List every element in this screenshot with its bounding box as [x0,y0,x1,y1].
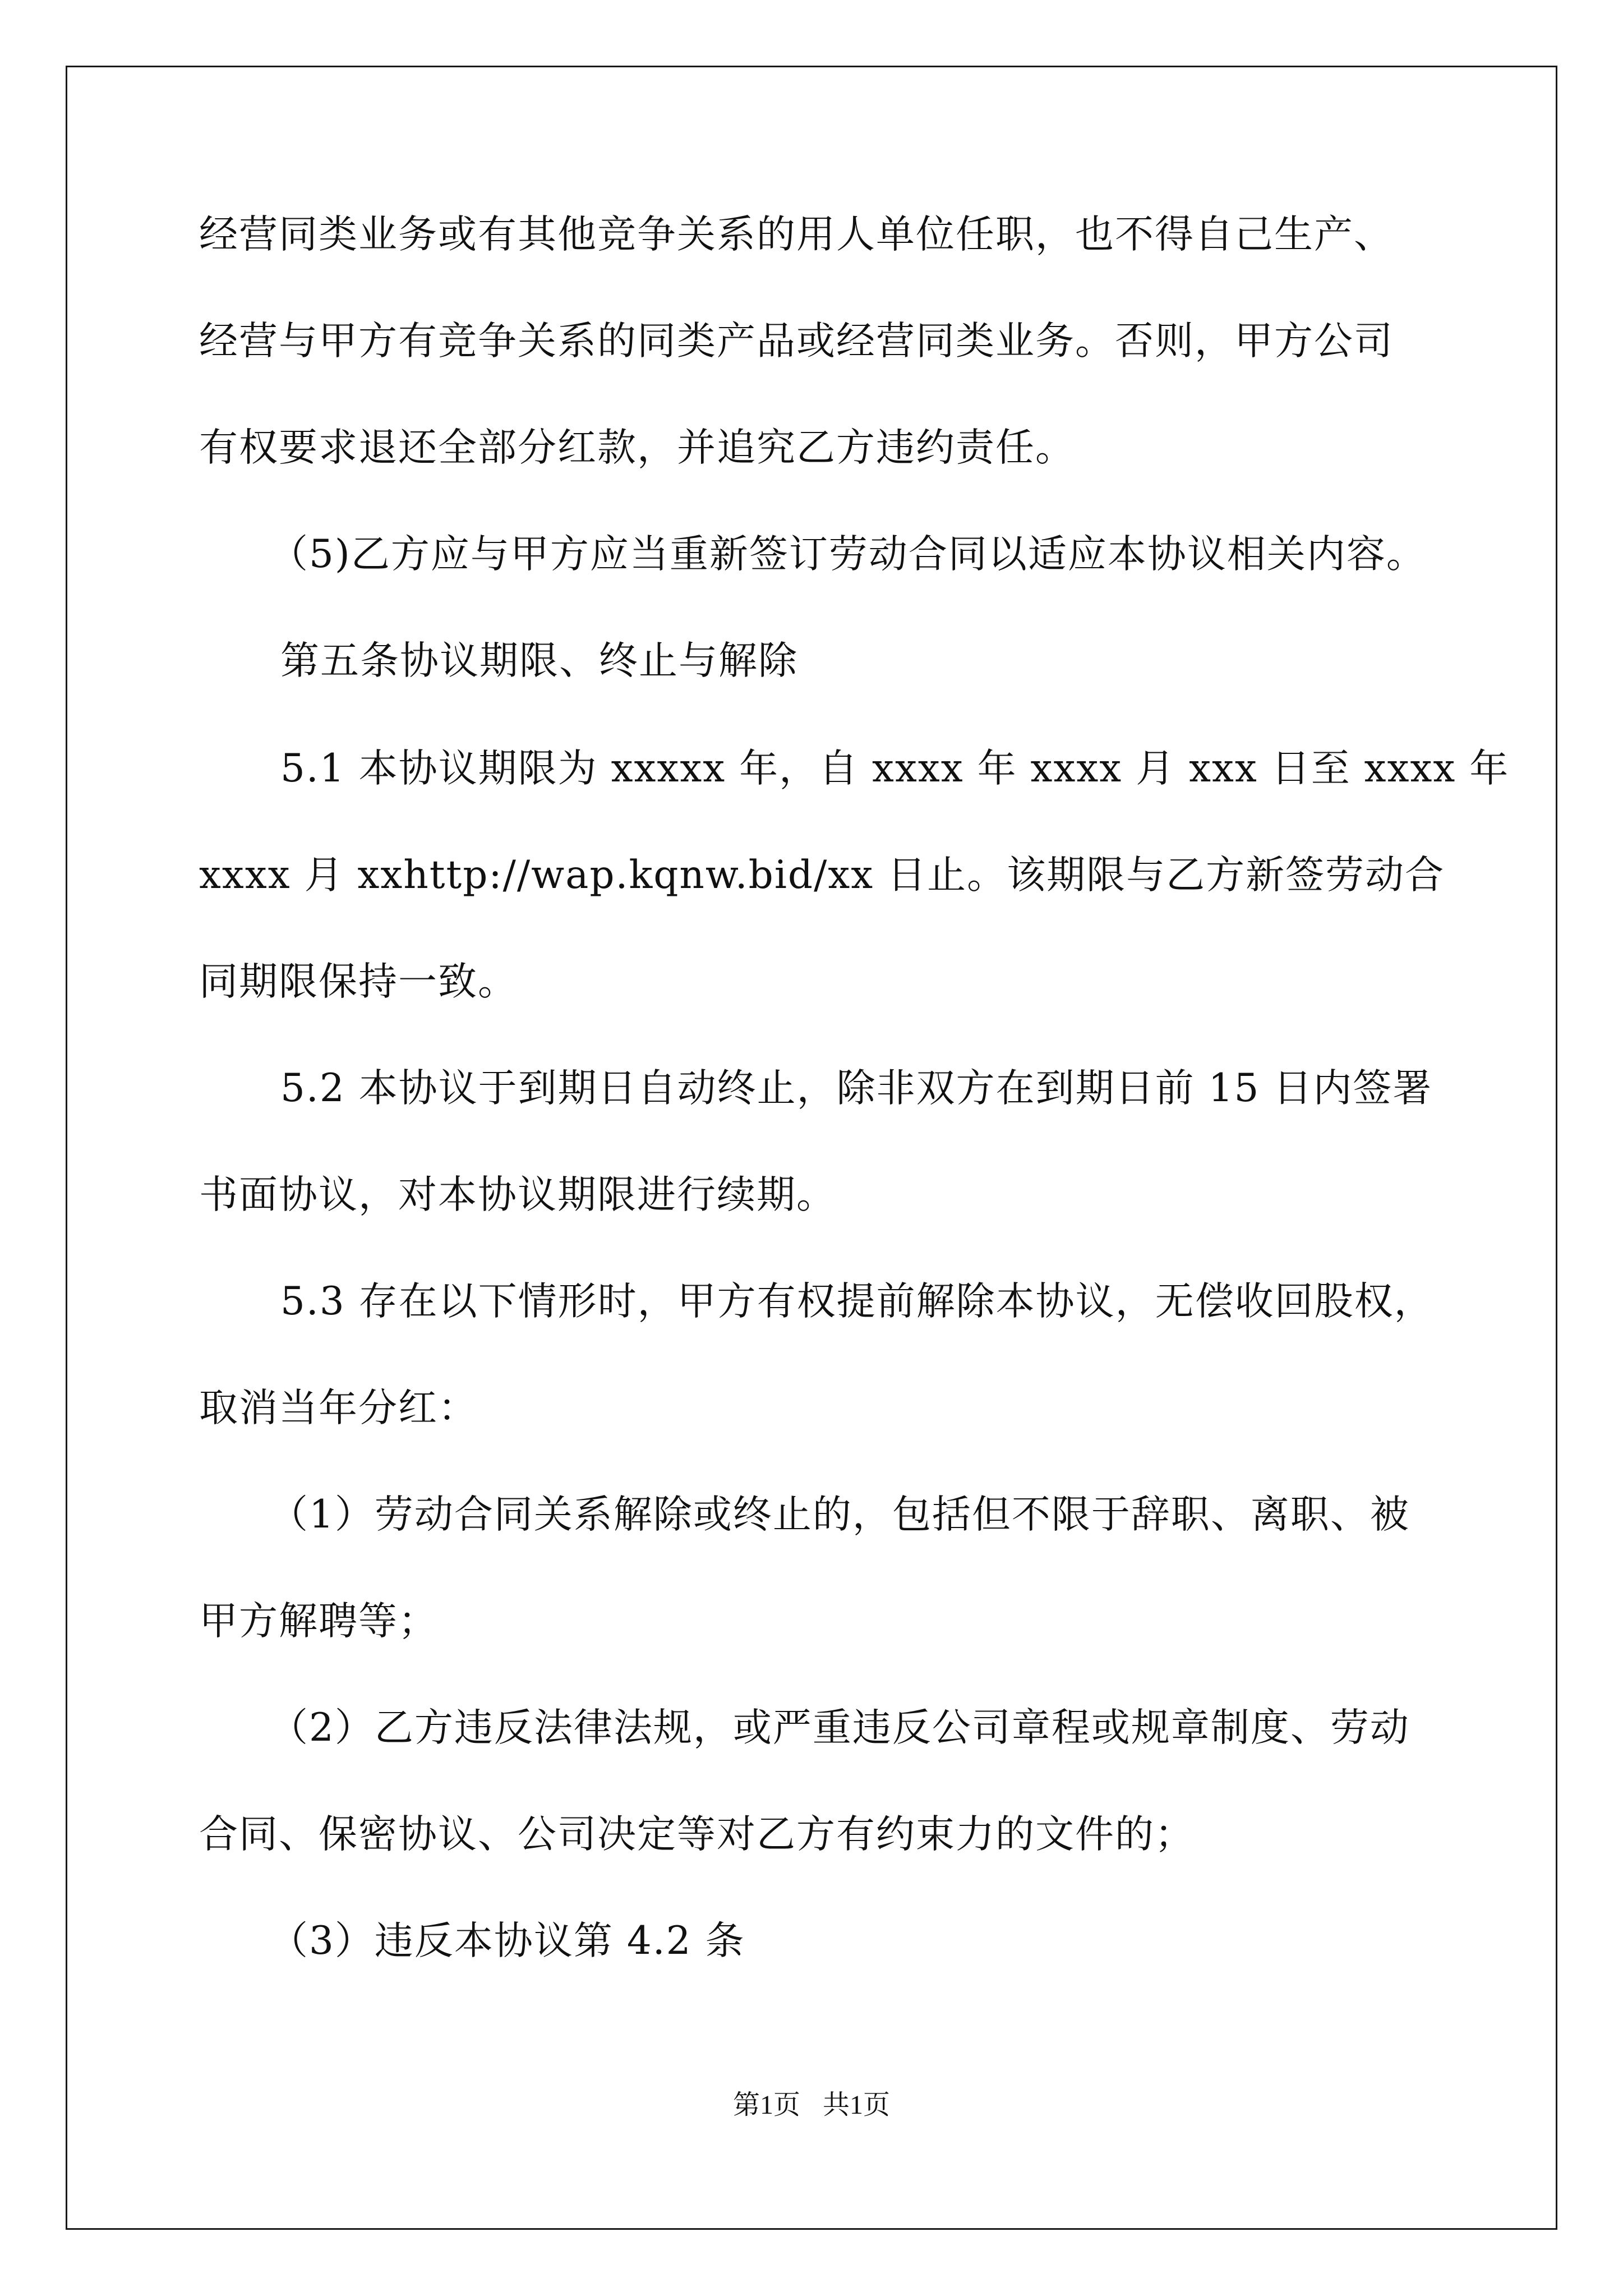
page-footer [0,2088,1623,2122]
page-number: 第1页 [732,2090,800,2120]
text-line-14: 甲方解聘等； [199,1599,438,1644]
text-line-7: xxxx 月 xxhttp://wap.kqnw.bid/xx 日止。该期限与乙方新签劳动合 [199,853,1445,898]
text-line-15: （2）乙方违反法律法规，或严重违反公司章程或规章制度、劳动 [269,1705,1410,1750]
text-line-17: （3）违反本协议第 4.2 条 [269,1918,745,1963]
text-line-16: 合同、保密协议、公司决定等对乙方有约束力的文件的； [199,1812,1195,1857]
text-line-8: 同期限保持一致。 [199,959,518,1004]
text-line-9: 5.2 本协议于到期日自动终止，除非双方在到期日前 15 日内签署 [280,1066,1433,1111]
text-line-11: 5.3 存在以下情形时，甲方有权提前解除本协议，无偿收回股权， [280,1279,1434,1324]
text-line-6: 5.1 本协议期限为 xxxxx 年，自 xxxx 年 xxxx 月 xxx 日至 xxxx 年 [280,746,1510,791]
page-total: 共1页 [823,2090,891,2120]
page-border [66,66,1557,2230]
text-line-13: （1）劳动合同关系解除或终止的，包括但不限于辞职、离职、被 [269,1492,1410,1537]
text-line-10: 书面协议，对本协议期限进行续期。 [199,1172,836,1217]
text-line-3: 有权要求退还全部分红款，并追究乙方违约责任。 [199,425,1075,470]
text-line-12: 取消当年分红： [199,1386,478,1430]
text-line-4: （5)乙方应与甲方应当重新签订劳动合同以适应本协议相关内容。 [269,532,1426,577]
text-line-1: 经营同类业务或有其他竞争关系的用人单位任职，也不得自己生产、 [199,212,1394,257]
section-heading: 第五条协议期限、终止与解除 [280,638,798,683]
text-line-2: 经营与甲方有竞争关系的同类产品或经营同类业务。否则，甲方公司 [199,319,1394,364]
